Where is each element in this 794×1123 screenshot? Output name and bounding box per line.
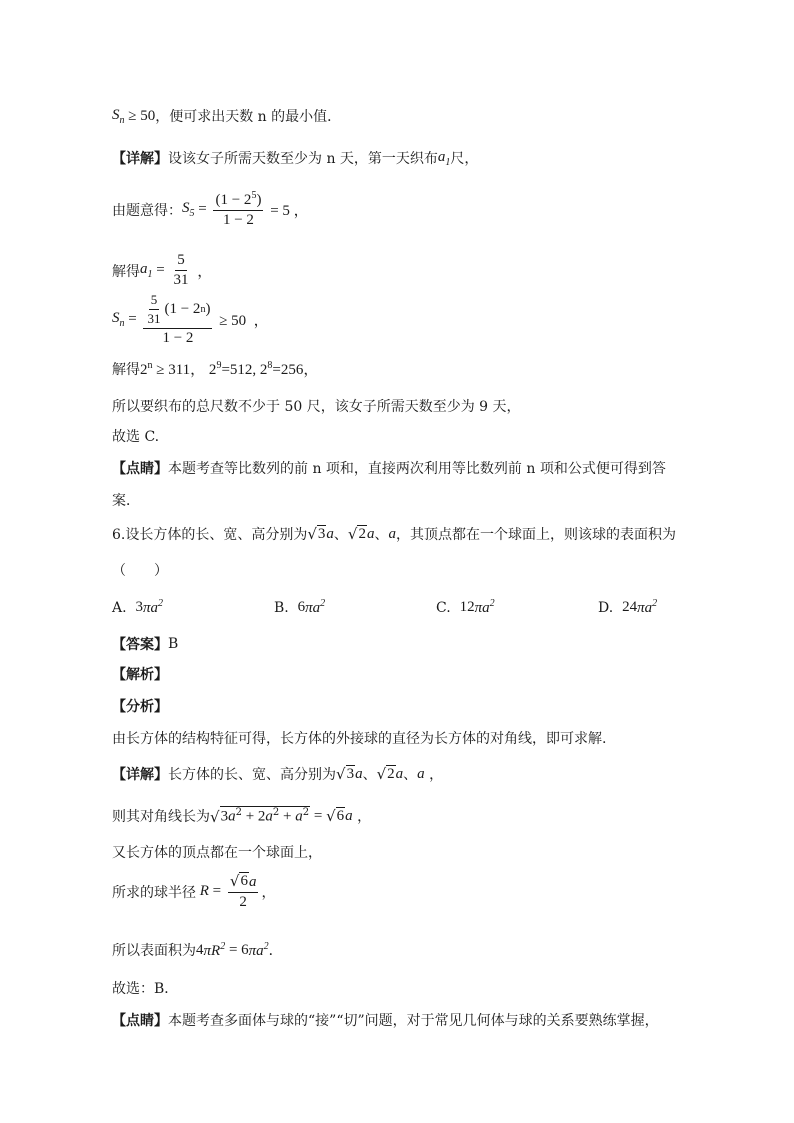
question-6-paren: （ ） [112, 563, 168, 579]
solve-text: 解得 [112, 263, 140, 280]
detail-text: 设该女子所需天数至少为 n 天，第一天织布 [168, 151, 438, 167]
condition-line [112, 106, 341, 126]
question-6-stem: 6.设长方体的长、宽、高分别为 √ 3 a 、 √ 2 a 、 a ，其顶点都在一个球面上，则该球的表面积为 [112, 525, 676, 543]
math-ge-50: ≥ 50 [124, 107, 156, 124]
option-c: C. 12 $\pi a^2$ [436, 598, 495, 616]
fraction-s5: $\frac{(1 - 2^5)}{1 - 2}$ [215, 190, 262, 228]
conclusion-line: 所以要织布的总尺数不少于 50 尺，该女子所需天数至少为 9 天， [112, 399, 521, 415]
area-line: 所以表面积为 4 $\pi R^2$ = 6 $\pi a^2$ ． [112, 940, 283, 959]
detail-end: 尺， [450, 151, 479, 167]
radius-line: 所求的球半径 R = √ 6 a 2 ， [112, 872, 276, 910]
fraction-sn: $\frac{5}{31}$ (1 − 2 n ) 1 − 2 [143, 292, 212, 347]
math-a1: $a_1$ [437, 148, 451, 168]
note-line-cont: 案． [112, 493, 140, 509]
condition-text: ，便可求出天数 n 的最小值． [155, 109, 342, 125]
given-line: 由题意得： $S_5$ = $\frac{(1 - 2^5)}{1 - 2}$ = 5 ， [112, 190, 309, 228]
choose-line: 故选：B． [112, 981, 179, 997]
option-d: D. 24 $\pi a^2$ [598, 598, 658, 616]
fraction-radius: √ 6 a 2 [229, 872, 257, 910]
solve-n-line: 解得 $2^n \ge 311$， $2^9=512$, $2^8=256$， [112, 360, 319, 378]
vertex-line: 又长方体的顶点都在一个球面上， [112, 845, 322, 861]
diagonal-line: 则其对角线长为 √ $3a^2 + 2a^2 + a^2$ = √ 6 a ， [112, 807, 372, 826]
analysis-tag-line: 【解析】 [112, 667, 168, 683]
math-sn: $S_n$ [112, 106, 125, 126]
math-s5: $S_5$ [182, 200, 195, 219]
detail-line [112, 148, 478, 168]
note-line: 【点睛】 本题考查等比数列的前 n 项和，直接两次利用等比数列前 n 项和公式便可得到答 [112, 461, 666, 477]
choice-line: 故选 C. [112, 429, 160, 445]
fenxi-text-line: 由长方体的结构特征可得，长方体的外接球的直径为长方体的对角线，即可求解. [112, 731, 607, 747]
fenxi-tag-line: 【分析】 [112, 699, 168, 715]
detail-6-line: 【详解】 长方体的长、宽、高分别为 √ 3 a 、 √ 2 a 、 a ， [112, 765, 444, 783]
option-a: A. 3 $\pi a^2$ [112, 598, 163, 616]
option-b: B. 6 $\pi a^2$ [274, 598, 326, 616]
sn-formula-line: $S_n$ = $\frac{5}{31}$ (1 − 2 n ) 1 − 2 ≥ 50 ， [112, 292, 269, 346]
given-text: 由题意得： [112, 202, 182, 219]
answer-line: 【答案】 B [112, 636, 179, 653]
solve-a1-line: 解得 $a_1$ = $\frac{5}{31}$ ， [112, 252, 213, 288]
fraction-a1: $\frac{5}{31}$ [173, 252, 189, 288]
note-6-line: 【点睛】 本题考查多面体与球的“接”“切”问题，对于常见几何体与球的关系要熟练掌握， [112, 1013, 659, 1029]
detail-tag: 【详解】 [112, 151, 168, 167]
